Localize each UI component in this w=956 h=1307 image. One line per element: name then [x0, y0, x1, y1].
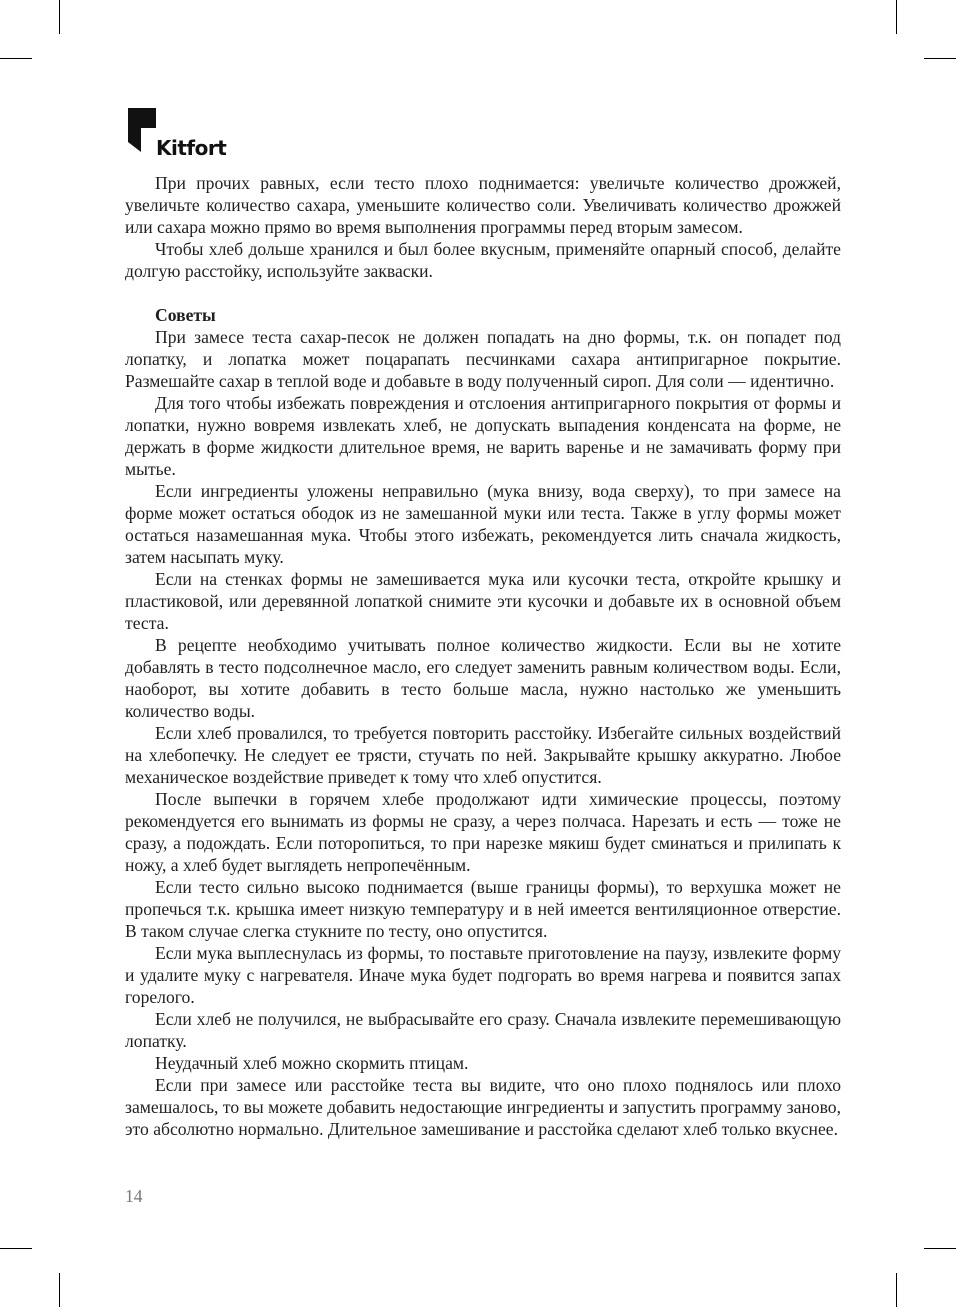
tip-paragraph: Если хлеб не получился, не выбрасывайте его сразу. Сначала извлеките перемешивающую лопатку. [125, 1009, 841, 1051]
tip-paragraph: Если мука выплеснулась из формы, то поставьте приготовление на паузу, извлеките форму и удалите муку с нагревателя. Иначе мука будет подгорать во время нагрева и появится запах горелого. [125, 943, 841, 1007]
crop-mark [924, 58, 956, 59]
tip-paragraph: После выпечки в горячем хлебе продолжают идти химические процессы, поэтому рекомендуется его вынимать из формы не сразу, а через полчаса. Нарезать и есть — тоже не сразу, а подождать. Если поторопиться, то при нарезке мякиш будет сминаться и прилипать к ножу, а хлеб будет выглядеть непропечённым. [125, 789, 841, 875]
tip-paragraph: В рецепте необходимо учитывать полное количество жидкости. Если вы не хотите добавлять в тесто подсолнечное масло, его следует заменить равным количеством воды. Если, наоборот, вы хотите добавить в тесто больше масла, нужно настолько же уменьшить количество воды. [125, 635, 841, 721]
intro-paragraph: При прочих равных, если тесто плохо поднимается: увеличьте количество дрожжей, увеличьте количество сахара, уменьшите количество соли. Увеличивать количество дрожжей или сахара можно прямо во время выполнения программы перед вторым замесом. [125, 173, 841, 237]
page-content [125, 172, 841, 1140]
brand-name: Kitfort [156, 136, 227, 160]
crop-mark [0, 58, 32, 59]
kitfort-logo-icon [126, 108, 160, 158]
crop-mark [896, 1273, 897, 1307]
brand-logo [126, 108, 266, 158]
tip-paragraph: Если хлеб провалился, то требуется повторить расстойку. Избегайте сильных воздействий на хлебопечку. Не следует ее трясти, стучать по ней. Закрывайте крышку аккуратно. Любое механическое воздействие приведет к тому что хлеб опустится. [125, 723, 841, 787]
crop-mark [59, 1273, 60, 1307]
page-number: 14 [125, 1186, 143, 1206]
tip-paragraph: Если при замесе или расстойке теста вы видите, что оно плохо поднялось или плохо замешалось, то вы можете добавить недостающие ингредиенты и запустить программу заново, это абсолютно нормально. Длительное замешивание и расстойка сделают хлеб только вкуснее. [125, 1075, 841, 1139]
tip-paragraph: Если на стенках формы не замешивается мука или кусочки теста, откройте крышку и пластиковой, или деревянной лопаткой снимите эти кусочки и добавьте их в основной объем теста. [125, 569, 841, 633]
tip-paragraph: Неудачный хлеб можно скормить птицам. [155, 1053, 469, 1073]
tips-heading: Советы [155, 305, 216, 325]
crop-mark [0, 1248, 32, 1249]
intro-paragraph: Чтобы хлеб дольше хранился и был более вкусным, применяйте опарный способ, делайте долгую расстойку, используйте закваски. [125, 239, 841, 281]
tip-paragraph: Если ингредиенты уложены неправильно (мука внизу, вода сверху), то при замесе на форме может остаться ободок из не замешанной муки или теста. Также в углу формы может остаться назамешанная мука. Чтобы этого избежать, рекомендуется лить сначала жидкость, затем насыпать муку. [125, 481, 841, 567]
crop-mark [924, 1248, 956, 1249]
tip-paragraph: Если тесто сильно высоко поднимается (выше границы формы), то верхушка может не пропечься т.к. крышка имеет низкую температуру и в ней имеется вентиляционное отверстие. В таком случае слегка стукните по тесту, оно опустится. [125, 877, 841, 941]
tip-paragraph: При замесе теста сахар-песок не должен попадать на дно формы, т.к. он попадет под лопатку, и лопатка может поцарапать песчинками сахара антипригарное покрытие. Размешайте сахар в теплой воде и добавьте в воду полученный сироп. Для соли — идентично. [125, 327, 841, 391]
crop-mark [896, 0, 897, 34]
tip-paragraph: Для того чтобы избежать повреждения и отслоения антипригарного покрытия от формы и лопатки, нужно вовремя извлекать хлеб, не допускать выпадения конденсата на форме, не держать в форме жидкости длительное время, не варить варенье и не замачивать форму при мытье. [125, 393, 841, 479]
crop-mark [59, 0, 60, 34]
